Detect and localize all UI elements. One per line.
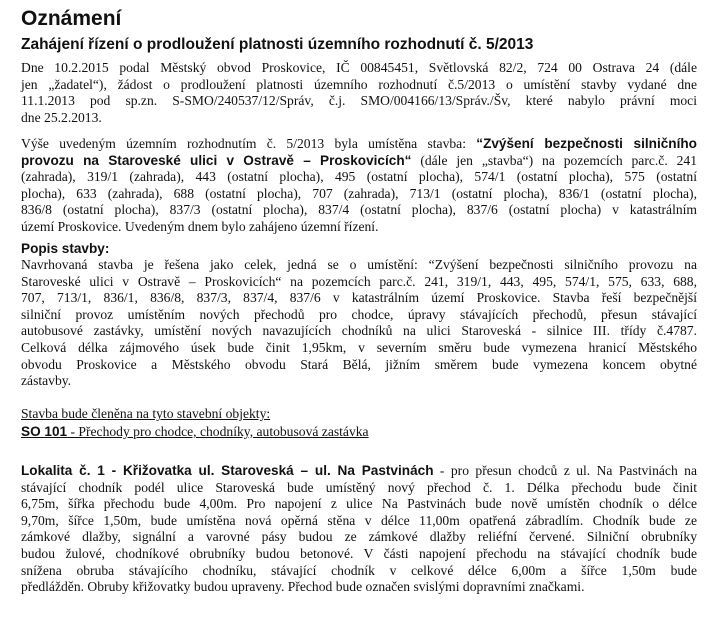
text-line: zástavby. [21, 373, 72, 389]
project-name: “Zvýšení bezpečnosti silničního [476, 136, 697, 151]
objects-heading: Stavba bude členěna na tyto stavební objekty: [21, 406, 271, 421]
object-description: - Přechody pro chodce, chodníky, autobusová zastávka [67, 424, 369, 439]
text-line: zámkové dlažby, signální a varovné pásy budou ze zámkové dlažby reliéfní červené. Silniční obrubníky [21, 529, 697, 545]
document-subtitle: Zahájení řízení o prodloužení platnosti územního rozhodnutí č. 5/2013 [21, 36, 534, 53]
paragraph-locality-1 [21, 463, 697, 596]
text-line: 9,70m, šířce 1,50m, bude umístěna nová opěrná stěna v délce 11,00m opatřená zábradlím. Chodník bude ze [21, 512, 697, 528]
text-line [21, 153, 697, 170]
section-heading-popis: Popis stavby: [21, 241, 110, 256]
paragraph-application [21, 60, 697, 126]
document-title: Oznámení [21, 7, 122, 30]
text-line: území Proskovice. Uvedeným dnem bylo zahájeno územní řízení. [21, 218, 379, 234]
text-span: (dále jen „stavba“) na pozemcích parc.č. 241 [411, 152, 697, 168]
text-line: obvodu Proskovice a Městského obvodu Stará Bělá, jižním směrem bude vymezena koncem obytné [21, 356, 697, 372]
text-line [21, 136, 697, 153]
text-span: Výše uvedeným územním rozhodnutím č. 5/2013 byla umístěna stavba: [21, 136, 477, 151]
paragraph-description [21, 257, 697, 390]
project-name: provozu na Staroveské ulici v Ostravě – Proskovicích“ [21, 152, 412, 168]
text-line: budou žulové, chodníkové obrubníky budou betonové. V části napojení přechodu na stávající chodník bude [21, 545, 697, 561]
text-line: Celková délka zájmového úsek bude činit 1,95km, v severním směru bude vymezena hranicí Městského [21, 339, 697, 355]
text-line: dne 25.2.2013. [21, 109, 102, 125]
text-line: předlážděn. Obruby křižovatky budou upraveny. Přechod bude označen svislými dopravními značkami. [21, 579, 585, 595]
text-line: 707, 713/1, 836/1, 836/8, 837/3, 837/4, 837/6 v katastrálním území Proskovice. Stavba řeší bezpečnější [21, 290, 697, 306]
text-line: silniční provoz umístěním nových přechodů pro chodce, úpravy stávajících přechodů, přesun stávající [21, 306, 697, 322]
text-span: - pro přesun chodců z ul. Na Pastvinách na [433, 463, 697, 478]
text-line: 836/8 (ostatní plocha), 837/3 (ostatní plocha), 837/4 (ostatní plocha), 837/6 (ostatní plocha) v katastrálním [21, 202, 697, 218]
text-line: autobusové zastávky, umístění nových navazujících chodníků na ulici Staroveská - silnice III. třídy č.4787. [21, 323, 697, 339]
paragraph-decision [21, 136, 697, 236]
text-line: plocha), 633 (zahrada), 688 (ostatní plocha), 707 (zahrada), 713/1 (ostatní plocha), 836/1 (ostatní plocha), [21, 185, 697, 201]
text-line: stávající chodník podél ulice Staroveská bude umístěný nový přechod č. 1. Délka přechodu bude činit [21, 479, 697, 495]
text-line: snížena obruba stávajícího chodníku, stávající chodník v celkové délce 6,00m a šířce 1,50m bude [21, 562, 697, 578]
text-line: Dne 10.2.2015 podal Městský obvod Proskovice, IČ 00845451, Světlovská 82/2, 724 00 Ostrava 24 (dále [21, 60, 697, 75]
text-line: Navrhovaná stavba je řešena jako celek, jedná se o umístění: “Zvýšení bezpečnosti silničního provozu na [21, 257, 697, 272]
text-line [21, 463, 697, 480]
text-line: 11.1.2013 pod sp.zn. S-SMO/240537/12/Správ, č.j. SMO/004166/13/Správ./Šv, které nabylo právní moci [21, 93, 697, 109]
text-line: 6,75m, šířka přechodu bude 4,00m. Pro napojení z ulice Na Pastvinách bude nově umístěn chodník o délce [21, 496, 697, 512]
building-object-line [21, 424, 697, 441]
text-line: jen „žadatel“), žádost o prodloužení platnosti územního rozhodnutí č.5/2013 o umístění stavby vydané dne [21, 76, 697, 92]
text-line: Staroveské ulici v Ostravě – Proskovicích“ na pozemcích parc.č. 241, 319/1, 443, 495, 574/1, 575, 633, 688, [21, 273, 697, 289]
object-code: SO 101 [21, 424, 68, 439]
text-line: (zahrada), 319/1 (zahrada), 443 (ostatní plocha), 495 (ostatní plocha), 574/1 (ostatní plocha), 575 (ostatní [21, 169, 697, 185]
locality-title: Lokalita č. 1 - Křižovatka ul. Staroveská – ul. Na Pastvinách [21, 463, 434, 478]
